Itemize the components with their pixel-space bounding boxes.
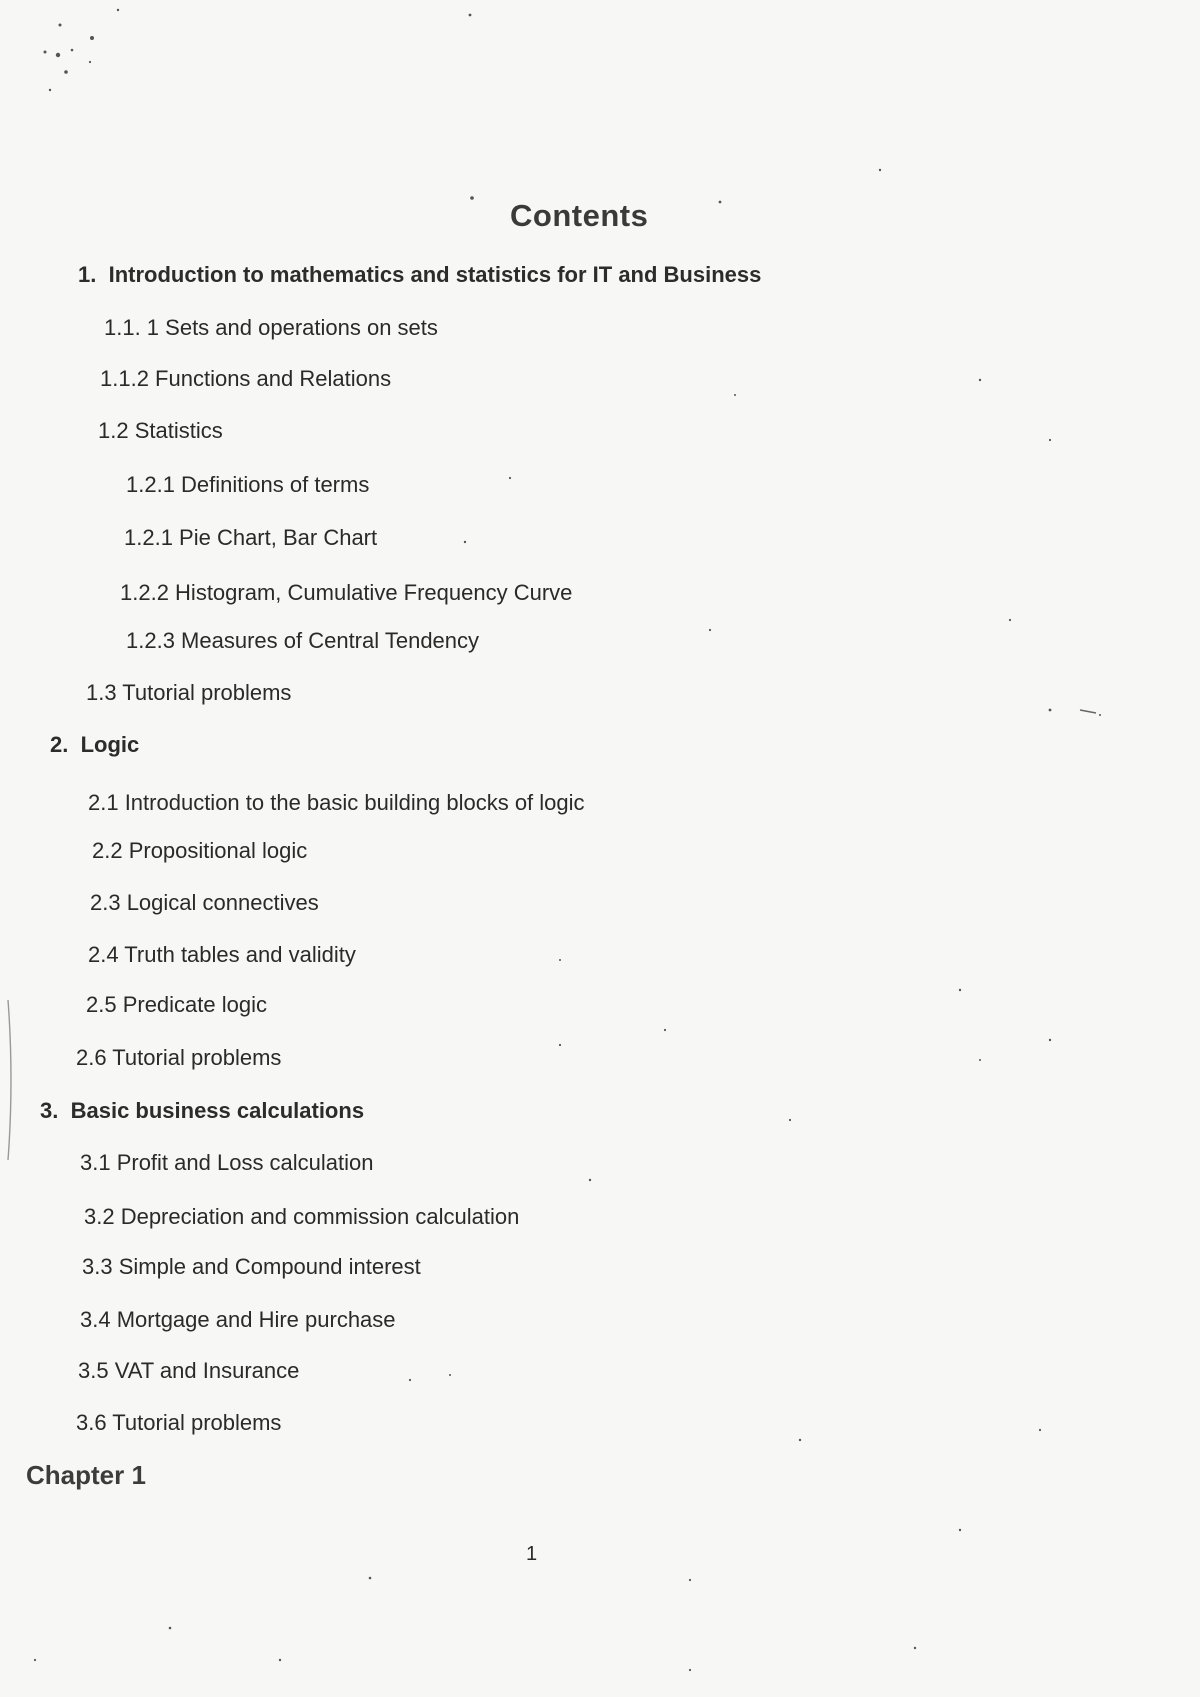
toc-item[interactable]: 1.1.2 Functions and Relations (100, 366, 392, 391)
toc-item[interactable]: 2.4 Truth tables and validity (88, 942, 356, 967)
toc-item[interactable]: 2.3 Logical connectives (90, 890, 319, 915)
chapter-heading: Chapter 1 (26, 1460, 146, 1490)
toc-item[interactable]: 3.2 Depreciation and commission calculation (84, 1204, 520, 1229)
toc-item[interactable]: 1.2.2 Histogram, Cumulative Frequency Curve (120, 580, 573, 605)
toc-section-2-number: 2. (50, 732, 69, 757)
toc-section-2-title: Logic (80, 732, 140, 757)
toc-section-3-title: Basic business calculations (70, 1098, 365, 1123)
toc-item[interactable]: 1.2.3 Measures of Central Tendency (126, 628, 480, 653)
toc-item[interactable]: 3.4 Mortgage and Hire purchase (80, 1307, 396, 1332)
toc-item[interactable]: 3.1 Profit and Loss calculation (80, 1150, 374, 1175)
toc-item[interactable]: 1.2 Statistics (98, 418, 223, 443)
toc-item[interactable]: 3.6 Tutorial problems (76, 1410, 282, 1435)
toc-item[interactable]: 1.2.1 Pie Chart, Bar Chart (124, 525, 378, 550)
toc-item[interactable]: 2.1 Introduction to the basic building blocks of logic (88, 790, 585, 815)
toc-section-3-number: 3. (40, 1098, 59, 1123)
toc-section-3[interactable] (40, 1098, 364, 1124)
toc-section-1-title: Introduction to mathematics and statistics for IT and Business (108, 262, 762, 287)
toc-item[interactable]: 2.5 Predicate logic (86, 992, 267, 1017)
toc-section-2[interactable] (50, 732, 139, 758)
toc-item[interactable]: 2.2 Propositional logic (92, 838, 308, 863)
toc-item[interactable]: 1.1. 1 Sets and operations on sets (104, 315, 438, 340)
toc-item[interactable]: 3.5 VAT and Insurance (78, 1358, 300, 1383)
toc-item[interactable]: 1.2.1 Definitions of terms (126, 472, 370, 497)
toc-item[interactable]: 3.3 Simple and Compound interest (82, 1254, 421, 1279)
toc-section-1-number: 1. (78, 262, 97, 287)
toc-section-1[interactable] (78, 262, 761, 288)
toc-item[interactable]: 2.6 Tutorial problems (76, 1045, 282, 1070)
page-number: 1 (526, 1543, 538, 1565)
contents-title: Contents (510, 198, 649, 233)
toc-item[interactable]: 1.3 Tutorial problems (86, 680, 292, 705)
